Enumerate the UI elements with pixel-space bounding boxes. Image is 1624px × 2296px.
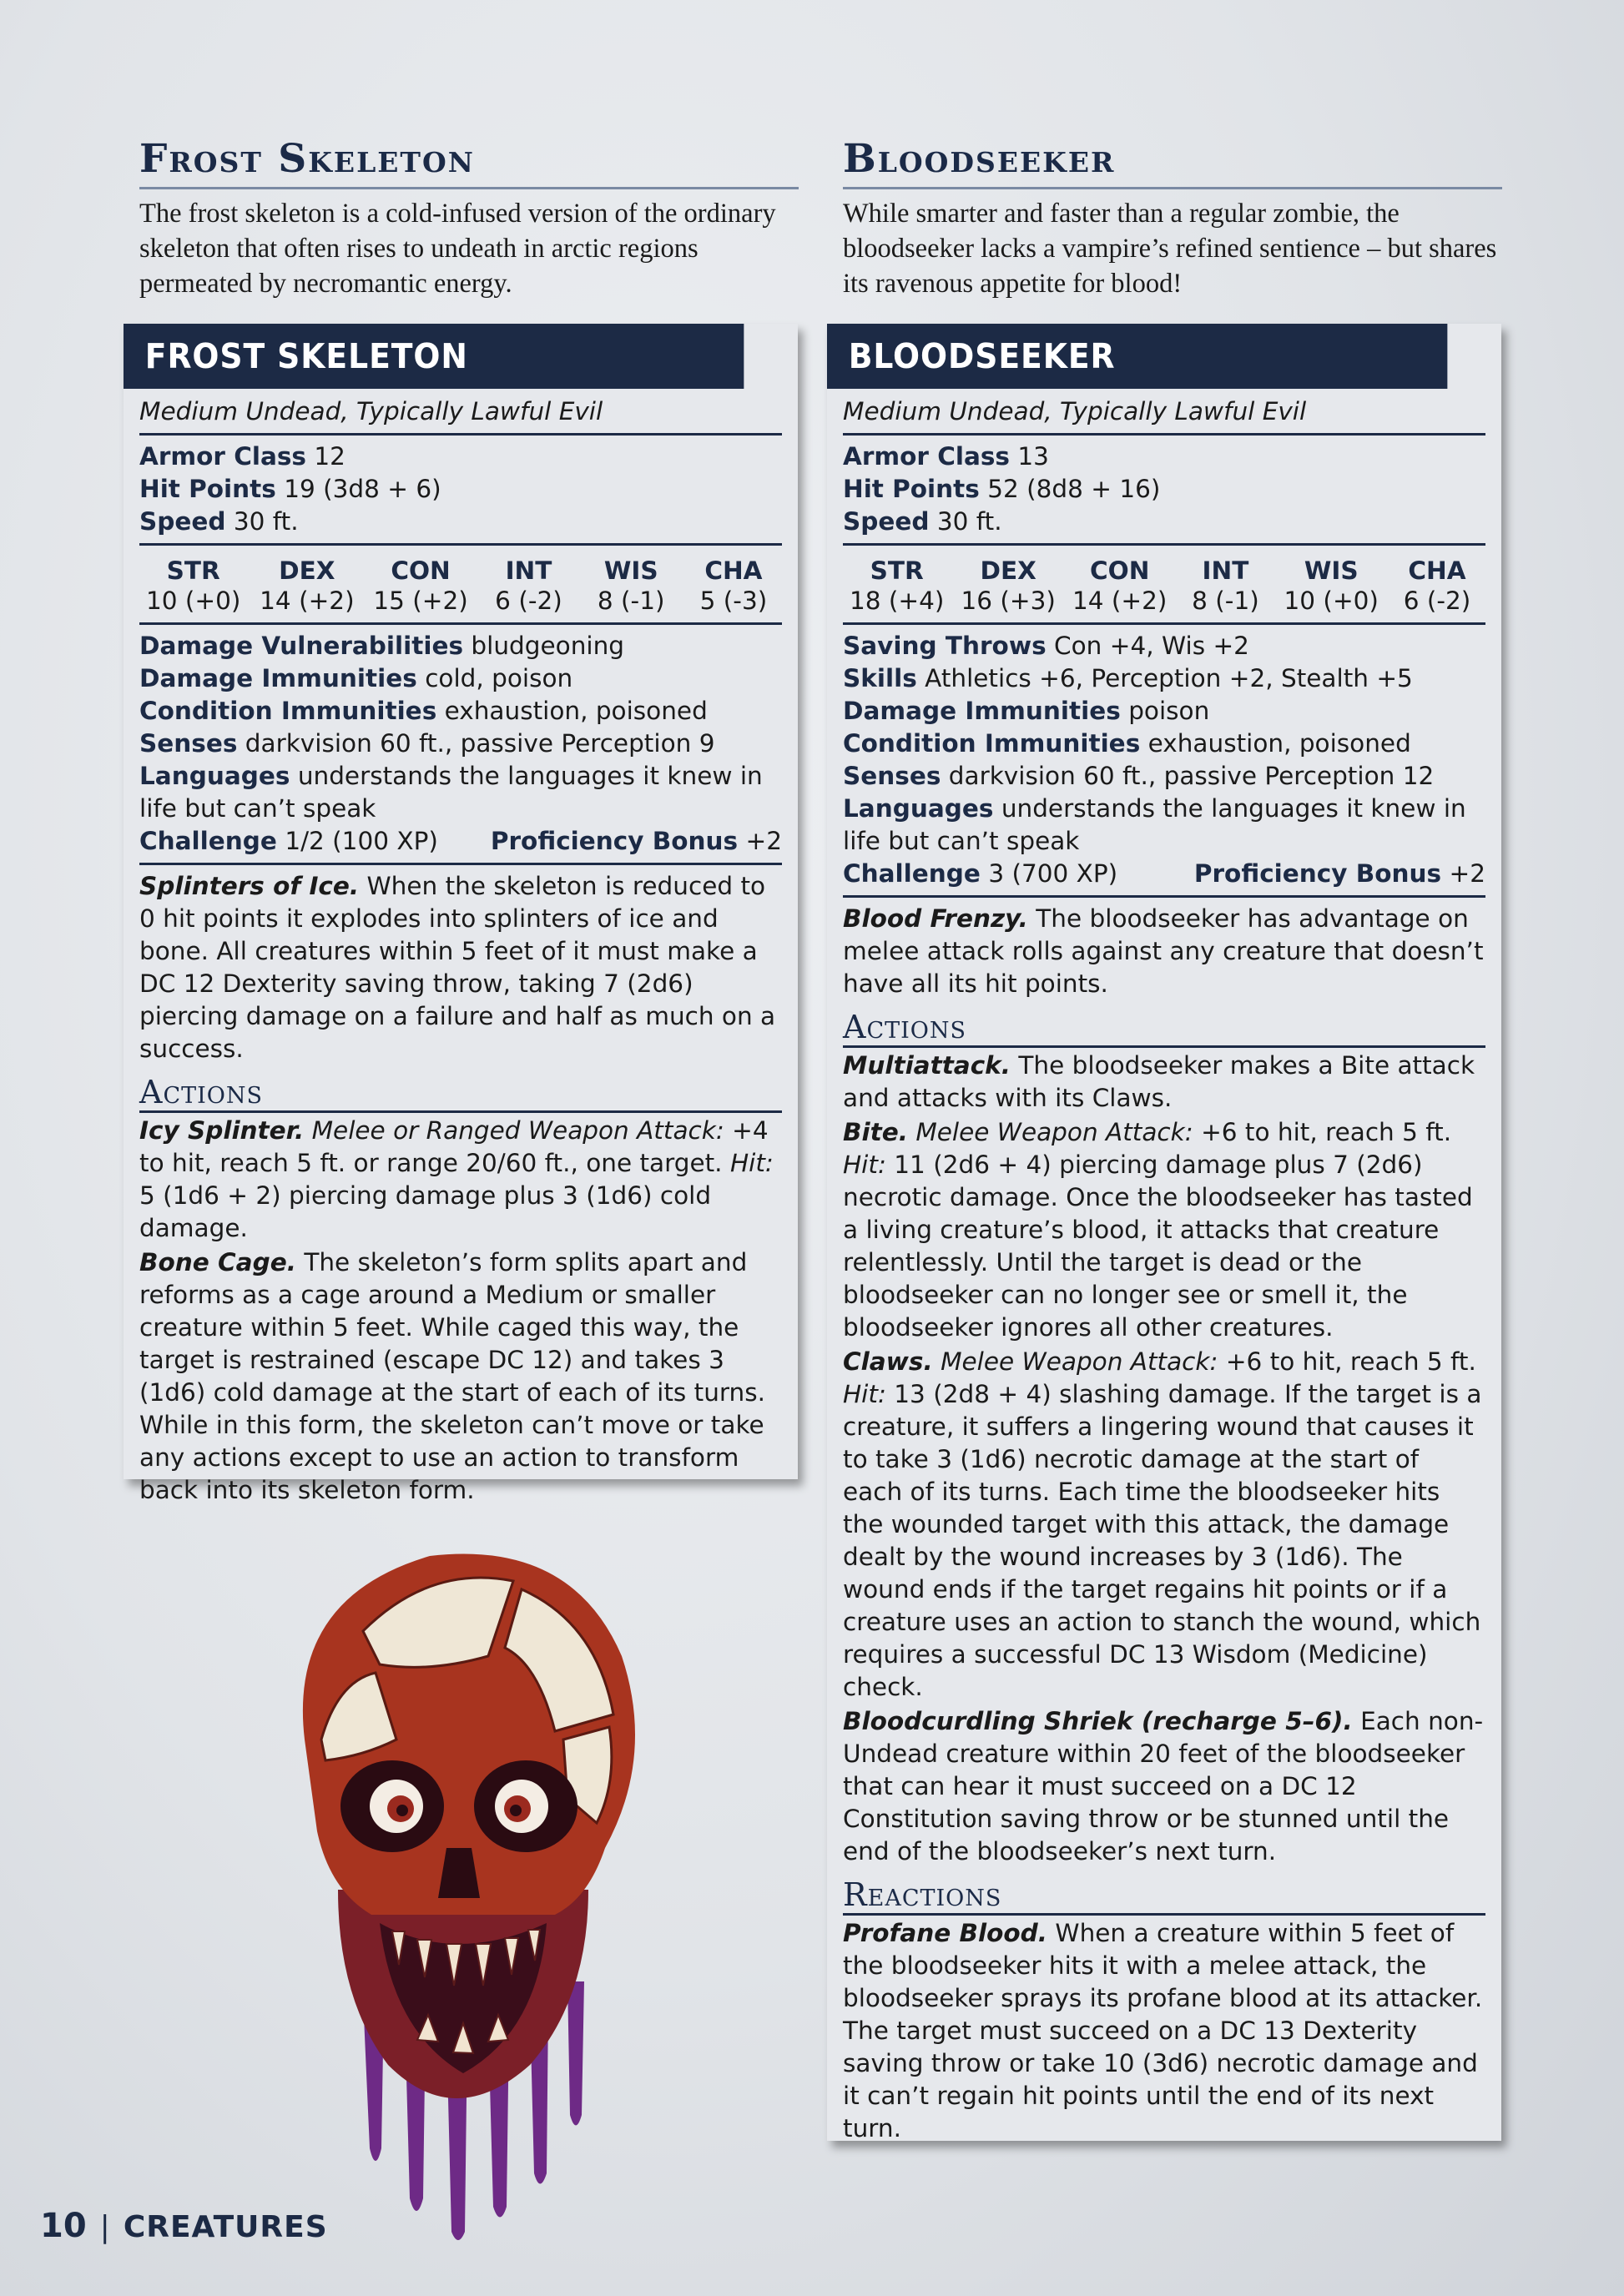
ability-label: STR	[870, 556, 924, 585]
actions-heading: Actions	[139, 1074, 782, 1113]
ability-scores	[843, 551, 1485, 617]
action-icy-splinter: Icy Splinter. Melee or Ranged Weapon Attack: +4 to hit, reach 5 ft. or range 20/60 ft., one target. Hit: 5 (1d6 + 2) piercing damage plus 3 (1d6) cold damage.	[139, 1116, 774, 1242]
senses: Senses darkvision 60 ft., passive Perception 12	[843, 762, 1435, 790]
damage-immunities: Damage Immunities cold, poison	[139, 664, 573, 692]
ability-label: CON	[391, 556, 451, 585]
trait: Splinters of Ice. When the skeleton is reduced to 0 hit points it explodes into splinters of ice and bone. All creatures within 5 feet of it must make a DC 12 Dexterity saving throw, taking 7 (2d6) piercing damage on a failure and half as much on a success.	[139, 872, 776, 1063]
divider	[843, 622, 1485, 625]
ability-label: INT	[1202, 556, 1249, 585]
stat-block-title: FROST SKELETON	[124, 324, 744, 389]
ability-label: CHA	[1408, 556, 1466, 585]
stat-block-title: BLOODSEEKER	[827, 324, 1447, 389]
creature-type: Medium Undead, Typically Lawful Evil	[843, 397, 1307, 425]
eye-icon	[495, 1780, 548, 1833]
challenge-row: Challenge 1/2 (100 XP) Proficiency Bonus +2	[139, 827, 782, 855]
ability-value: 8 (-1)	[1192, 587, 1259, 615]
section-intro: The frost skeleton is a cold-infused version of the ordinary skeleton that often rises to undeath in arctic regions permeated by necromantic energy.	[139, 199, 776, 299]
zombie-skull-illustration	[238, 1531, 688, 2248]
divider	[843, 433, 1485, 436]
reactions-heading: Reactions	[843, 1876, 1485, 1916]
footer-section: CREATURES	[123, 2210, 328, 2244]
challenge-row: Challenge 3 (700 XP) Proficiency Bonus +2	[843, 859, 1485, 888]
page-number: 10	[40, 2207, 87, 2245]
ability-label: CHA	[704, 556, 763, 585]
ability-value: 6 (-2)	[495, 587, 562, 615]
speed: Speed 30 ft.	[843, 507, 1002, 536]
hit-points: Hit Points 19 (3d8 + 6)	[139, 475, 441, 503]
ability-value: 5 (-3)	[699, 587, 768, 615]
hit-points: Hit Points 52 (8d8 + 16)	[843, 475, 1161, 503]
speed: Speed 30 ft.	[139, 507, 299, 536]
section-title: Frost Skeleton	[139, 133, 799, 189]
actions-heading: Actions	[843, 1009, 1485, 1048]
creature-type: Medium Undead, Typically Lawful Evil	[139, 397, 603, 425]
bloodseeker-section	[843, 133, 1502, 301]
condition-immunities: Condition Immunities exhaustion, poisoned	[843, 729, 1411, 758]
ability-value: 15 (+2)	[373, 587, 468, 615]
action-bite: Bite. Melee Weapon Attack: +6 to hit, reach 5 ft. Hit: 11 (2d6 + 4) piercing damage plus 7 (2d6) necrotic damage. Once the bloodseeker has tasted a living creature’s blood, it attacks that creature relentlessly. Until the target is dead or the bloodseeker can no longer see or smell it, the bloodseeker ignores all other creatures.	[843, 1118, 1473, 1342]
ability-label: STR	[166, 556, 220, 585]
ability-value: 14 (+2)	[260, 587, 355, 615]
armor-class: Armor Class 12	[139, 442, 345, 471]
divider	[139, 863, 782, 865]
divider	[139, 622, 782, 625]
ability-value: 18 (+4)	[850, 587, 945, 615]
ability-scores	[139, 551, 782, 617]
reaction-profane-blood: Profane Blood. When a creature within 5 feet of the bloodseeker hits it with a melee attack, the bloodseeker sprays its profane blood at its attacker. The target must succeed on a DC 13 Dexterity saving throw or take 10 (3d6) necrotic damage and it can’t regain hit points until the end of its next turn.	[843, 1919, 1483, 2142]
senses: Senses darkvision 60 ft., passive Perception 9	[139, 729, 715, 758]
frost-skeleton-stat-block	[124, 324, 798, 1504]
frost-skeleton-section	[139, 133, 799, 301]
ability-value: 6 (-2)	[1403, 587, 1471, 615]
condition-immunities: Condition Immunities exhaustion, poisoned	[139, 697, 708, 725]
action-shriek: Bloodcurdling Shriek (recharge 5–6). Each non-Undead creature within 20 feet of the bloodseeker that can hear it must succeed on a DC 12 Constitution saving throw or be stunned until the end of the bloodseeker’s next turn.	[843, 1707, 1484, 1866]
skills: Skills Athletics +6, Perception +2, Stealth +5	[843, 664, 1413, 692]
divider	[139, 543, 782, 546]
section-intro: While smarter and faster than a regular zombie, the bloodseeker lacks a vampire’s refined sentience – but shares its ravenous appetite for blood!	[843, 199, 1497, 299]
bloodseeker-stat-block	[827, 324, 1501, 2141]
ability-value: 10 (+0)	[1284, 587, 1379, 615]
footer-separator: |	[99, 2210, 110, 2244]
ability-label: WIS	[1304, 556, 1359, 585]
ability-value: 14 (+2)	[1072, 587, 1168, 615]
ability-value: 16 (+3)	[961, 587, 1056, 615]
divider	[843, 895, 1485, 898]
ability-label: DEX	[279, 556, 335, 585]
ability-label: DEX	[980, 556, 1036, 585]
damage-vulnerabilities: Damage Vulnerabilities bludgeoning	[139, 632, 625, 660]
action-multiattack: Multiattack. The bloodseeker makes a Bite attack and attacks with its Claws.	[843, 1051, 1475, 1112]
section-title: Bloodseeker	[843, 133, 1502, 189]
action-bone-cage: Bone Cage. The skeleton’s form splits apart and reforms as a cage around a Medium or smaller creature within 5 feet. While caged this way, the target is restrained (escape DC 12) and takes 3 (1d6) cold damage at the start of each of its turns. While in this form, the skeleton can’t move or take any actions except to use an action to transform back into its skeleton form.	[139, 1248, 765, 1504]
page-footer	[40, 2207, 328, 2245]
action-claws: Claws. Melee Weapon Attack: +6 to hit, reach 5 ft. Hit: 13 (2d8 + 4) slashing damage. If the target is a creature, it suffers a lingering wound that causes it to take 3 (1d6) necrotic damage at the start of each of its turns. Each time the bloodseeker hits the wounded target with this attack, the damage dealt by the wound increases by 3 (1d6). The wound ends if the target regains hit points or if a creature uses an action to stanch the wound, which requires a successful DC 13 Wisdom (Medicine) check.	[843, 1347, 1482, 1701]
languages: Languages understands the languages it knew in life but can’t speak	[139, 762, 763, 823]
divider	[139, 433, 782, 436]
armor-class: Armor Class 13	[843, 442, 1049, 471]
ability-label: CON	[1089, 556, 1150, 585]
saving-throws: Saving Throws Con +4, Wis +2	[843, 632, 1249, 660]
divider	[843, 543, 1485, 546]
eye-icon	[370, 1780, 423, 1833]
ability-value: 8 (-1)	[597, 587, 665, 615]
languages: Languages understands the languages it knew in life but can’t speak	[843, 794, 1466, 855]
ability-label: INT	[505, 556, 552, 585]
trait: Blood Frenzy. The bloodseeker has advantage on melee attack rolls against any creature that doesn’t have all its hit points.	[843, 904, 1484, 998]
damage-immunities: Damage Immunities poison	[843, 697, 1210, 725]
ability-value: 10 (+0)	[146, 587, 241, 615]
ability-label: WIS	[603, 556, 658, 585]
